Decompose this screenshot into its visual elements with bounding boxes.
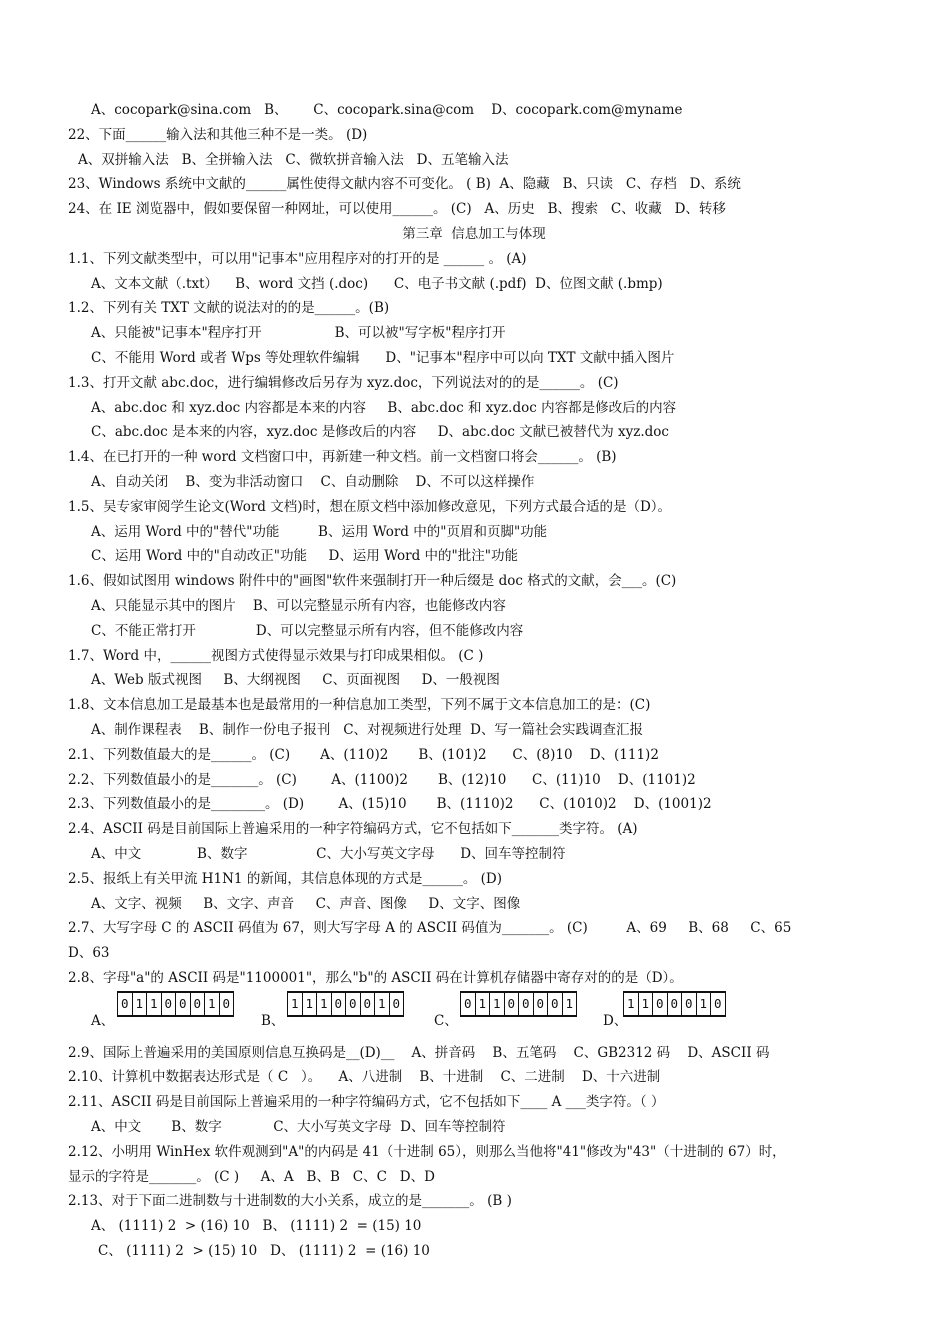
text-line: A、cocopark@sina.com B、 C、cocopark.sina@com D、cocopark.com@myname bbox=[91, 102, 683, 118]
binary-code-box bbox=[117, 991, 234, 1017]
binary-digit-cell: 1 bbox=[638, 993, 653, 1015]
binary-code-box bbox=[287, 991, 404, 1017]
binary-digit-cell: 1 bbox=[374, 993, 389, 1015]
text-line: A、 (1111) 2 > (16) 10 B、 (1111) 2 = (15) 10 bbox=[91, 1218, 422, 1235]
text-line: A、abc.doc 和 xyz.doc 内容都是本来的内容 B、abc.doc 和 xyz.doc 内容都是修改后的内容 bbox=[91, 399, 677, 416]
text-line: 2.5、报纸上有关甲流 H1N1 的新闻，其信息体现的方式是______。 (D) bbox=[68, 870, 502, 887]
option-label: A、 bbox=[91, 1012, 115, 1029]
text-line: 23、Windows 系统中文献的______属性使得文献内容不可变化。 ( B) A、隐藏 B、只读 C、存档 D、系统 bbox=[68, 176, 741, 193]
binary-digit-cell: 0 bbox=[667, 993, 682, 1015]
text-line: 2.7、大写字母 C 的 ASCII 码值为 67，则大写字母 A 的 ASCII 码值为_______。 (C) A、69 B、68 C、65 bbox=[68, 920, 792, 937]
text-line: A、制作课程表 B、制作一份电子报刊 C、对视频进行处理 D、写一篇社会实践调查汇报 bbox=[91, 721, 643, 738]
binary-digit-cell: 0 bbox=[547, 993, 562, 1015]
text-line: 1.8、文本信息加工是最基本也是最常用的一种信息加工类型，下列不属于文本信息加工的是：(C) bbox=[68, 697, 651, 714]
binary-digit-cell: 1 bbox=[489, 993, 504, 1015]
binary-digit-cell: 1 bbox=[696, 993, 711, 1015]
text-line: 2.2、下列数值最小的是_______。 (C) A、(1100)2 B、(12)10 C、(11)10 D、(1101)2 bbox=[68, 771, 696, 788]
binary-digit-cell: 1 bbox=[475, 993, 490, 1015]
document-page bbox=[68, 98, 880, 1264]
binary-digit-cell: 0 bbox=[219, 993, 234, 1015]
text-line: A、运用 Word 中的"替代"功能 B、运用 Word 中的"页眉和页脚"功能 bbox=[91, 523, 548, 540]
text-line: 1.1、下列文献类型中，可以用"记事本"应用程序对的打开的是 ______ 。 (A) bbox=[68, 250, 527, 267]
text-line: 第三章 信息加工与体现 bbox=[402, 225, 546, 242]
text-line: 2.3、下列数值最小的是________。 (D) A、(15)10 B、(1110)2 C、(1010)2 D、(1001)2 bbox=[68, 796, 712, 813]
text-line: 2.4、ASCII 码是目前国际上普遍采用的一种字符编码方式，它不包括如下_______类字符。 (A) bbox=[68, 821, 638, 838]
binary-digit-cell: 1 bbox=[290, 995, 299, 1011]
text-line: 2.13、对于下面二进制数与十进制数的大小关系，成立的是_______。 (B ) bbox=[68, 1193, 512, 1210]
text-line: A、中文 B、数字 C、大小写英文字母 D、回车等控制符 bbox=[91, 845, 566, 862]
text-line: C、 (1111) 2 > (15) 10 D、 (1111) 2 = (16) 10 bbox=[98, 1243, 430, 1260]
text-line: A、文本文献（.txt） B、word 文挡 (.doc) C、电子书文献 (.pdf) D、位图文献 (.bmp) bbox=[91, 275, 663, 292]
binary-code-box bbox=[623, 991, 726, 1017]
binary-digit-cell: 1 bbox=[316, 993, 331, 1015]
binary-digit-cell: 1 bbox=[132, 993, 147, 1015]
binary-digit-cell: 0 bbox=[331, 993, 346, 1015]
binary-options-row bbox=[68, 991, 880, 1041]
text-line: 1.4、在已打开的一种 word 文档窗口中，再新建一种文档。前一文档窗口将会______。 (B) bbox=[68, 449, 617, 466]
question-block-top bbox=[68, 98, 880, 991]
text-line: 2.12、小明用 WinHex 软件观测到"A"的内码是 41（十进制 65），则那么当他将"41"修改为"43"（十进制的 67）时， bbox=[68, 1143, 786, 1160]
binary-digit-cell: 0 bbox=[161, 993, 176, 1015]
text-line: 2.1、下列数值最大的是______。 (C) A、(110)2 B、(101)2 C、(8)10 D、(111)2 bbox=[68, 746, 659, 763]
text-line: A、文字、视频 B、文字、声音 C、声音、图像 D、文字、图像 bbox=[91, 895, 521, 912]
text-line: 2.9、国际上普遍采用的美国原则信息互换码是__(D)__ A、拼音码 B、五笔码 C、GB2312 码 D、ASCII 码 bbox=[68, 1044, 770, 1061]
text-line: A、只能被"记事本"程序打开 B、可以被"写字板"程序打开 bbox=[91, 325, 506, 342]
text-line: D、63 bbox=[68, 945, 110, 962]
binary-digit-cell: 0 bbox=[389, 993, 404, 1015]
binary-digit-cell: 0 bbox=[360, 993, 375, 1015]
binary-digit-cell: 0 bbox=[345, 993, 360, 1015]
text-line: 2.11、ASCII 码是目前国际上普遍采用的一种字符编码方式，它不包括如下____ A ___类字符。（ ） bbox=[68, 1094, 665, 1111]
binary-digit-cell: 1 bbox=[146, 993, 161, 1015]
binary-digit-cell: 1 bbox=[626, 995, 635, 1011]
binary-digit-cell: 0 bbox=[681, 993, 696, 1015]
binary-code-box bbox=[460, 991, 577, 1017]
question-block-bottom bbox=[68, 1041, 880, 1264]
text-line: C、不能正常打开 D、可以完整显示所有内容，但不能修改内容 bbox=[91, 622, 524, 639]
text-line: 1.7、Word 中，______视图方式使得显示效果与打印成果相似。 (C ) bbox=[68, 647, 484, 664]
text-line: 2.8、字母"a"的 ASCII 码是"1100001"，那么"b"的 ASCII 码在计算机存储器中寄存对的的是（D）。 bbox=[68, 969, 683, 986]
text-line: 1.3、打开文献 abc.doc，进行编辑修改后另存为 xyz.doc，下列说法对的的是______。 (C) bbox=[68, 374, 619, 391]
binary-digit-cell: 0 bbox=[120, 995, 129, 1011]
binary-digit-cell: 0 bbox=[175, 993, 190, 1015]
binary-digit-cell: 0 bbox=[518, 993, 533, 1015]
binary-digit-cell: 0 bbox=[710, 993, 725, 1015]
binary-digit-cell: 1 bbox=[204, 993, 219, 1015]
text-line: A、自动关闭 B、变为非活动窗口 C、自动删除 D、不可以这样操作 bbox=[91, 473, 535, 490]
text-line: A、只能显示其中的图片 B、可以完整显示所有内容，也能修改内容 bbox=[91, 597, 506, 614]
binary-digit-cell: 0 bbox=[463, 995, 472, 1011]
text-line: A、中文 B、数字 C、大小写英文字母 D、回车等控制符 bbox=[91, 1119, 506, 1136]
text-line: A、双拼输入法 B、全拼输入法 C、微软拼音输入法 D、五笔输入法 bbox=[78, 151, 509, 168]
text-line: 显示的字符是_______。 (C ) A、A B、B C、C D、D bbox=[68, 1168, 435, 1185]
text-line: A、Web 版式视图 B、大纲视图 C、页面视图 D、一般视图 bbox=[91, 672, 500, 689]
text-line: C、不能用 Word 或者 Wps 等处理软件编辑 D、"记事本"程序中可以向 TXT 文献中插入图片 bbox=[91, 349, 675, 366]
option-label: C、 bbox=[434, 1012, 458, 1029]
text-line: 1.2、下列有关 TXT 文献的说法对的的是______。(B) bbox=[68, 300, 390, 317]
text-line: C、abc.doc 是本来的内容，xyz.doc 是修改后的内容 D、abc.doc 文献已被替代为 xyz.doc bbox=[91, 424, 669, 441]
binary-digit-cell: 0 bbox=[504, 993, 519, 1015]
option-label: D、 bbox=[603, 1012, 628, 1029]
text-line: 1.6、假如试图用 windows 附件中的"画图"软件来强制打开一种后缀是 doc 格式的文献，会___。(C) bbox=[68, 573, 677, 590]
text-line: 1.5、吴专家审阅学生论文(Word 文档)时，想在原文档中添加修改意见，下列方式最合适的是（D）。 bbox=[68, 498, 672, 515]
text-line: 2.10、计算机中数据表达形式是（ C ）。 A、八进制 B、十进制 C、二进制 D、十六进制 bbox=[68, 1069, 661, 1086]
binary-digit-cell: 0 bbox=[190, 993, 205, 1015]
binary-digit-cell: 1 bbox=[562, 993, 577, 1015]
option-label: B、 bbox=[261, 1012, 285, 1029]
binary-digit-cell: 1 bbox=[302, 993, 317, 1015]
binary-digit-cell: 0 bbox=[652, 993, 667, 1015]
text-line: 24、在 IE 浏览器中，假如要保留一种网址，可以使用______。 (C) A、历史 B、搜索 C、收藏 D、转移 bbox=[68, 201, 726, 218]
text-line: C、运用 Word 中的"自动改正"功能 D、运用 Word 中的"批注"功能 bbox=[91, 548, 518, 565]
text-line: 22、下面______输入法和其他三种不是一类。 (D) bbox=[68, 126, 368, 143]
binary-digit-cell: 0 bbox=[533, 993, 548, 1015]
